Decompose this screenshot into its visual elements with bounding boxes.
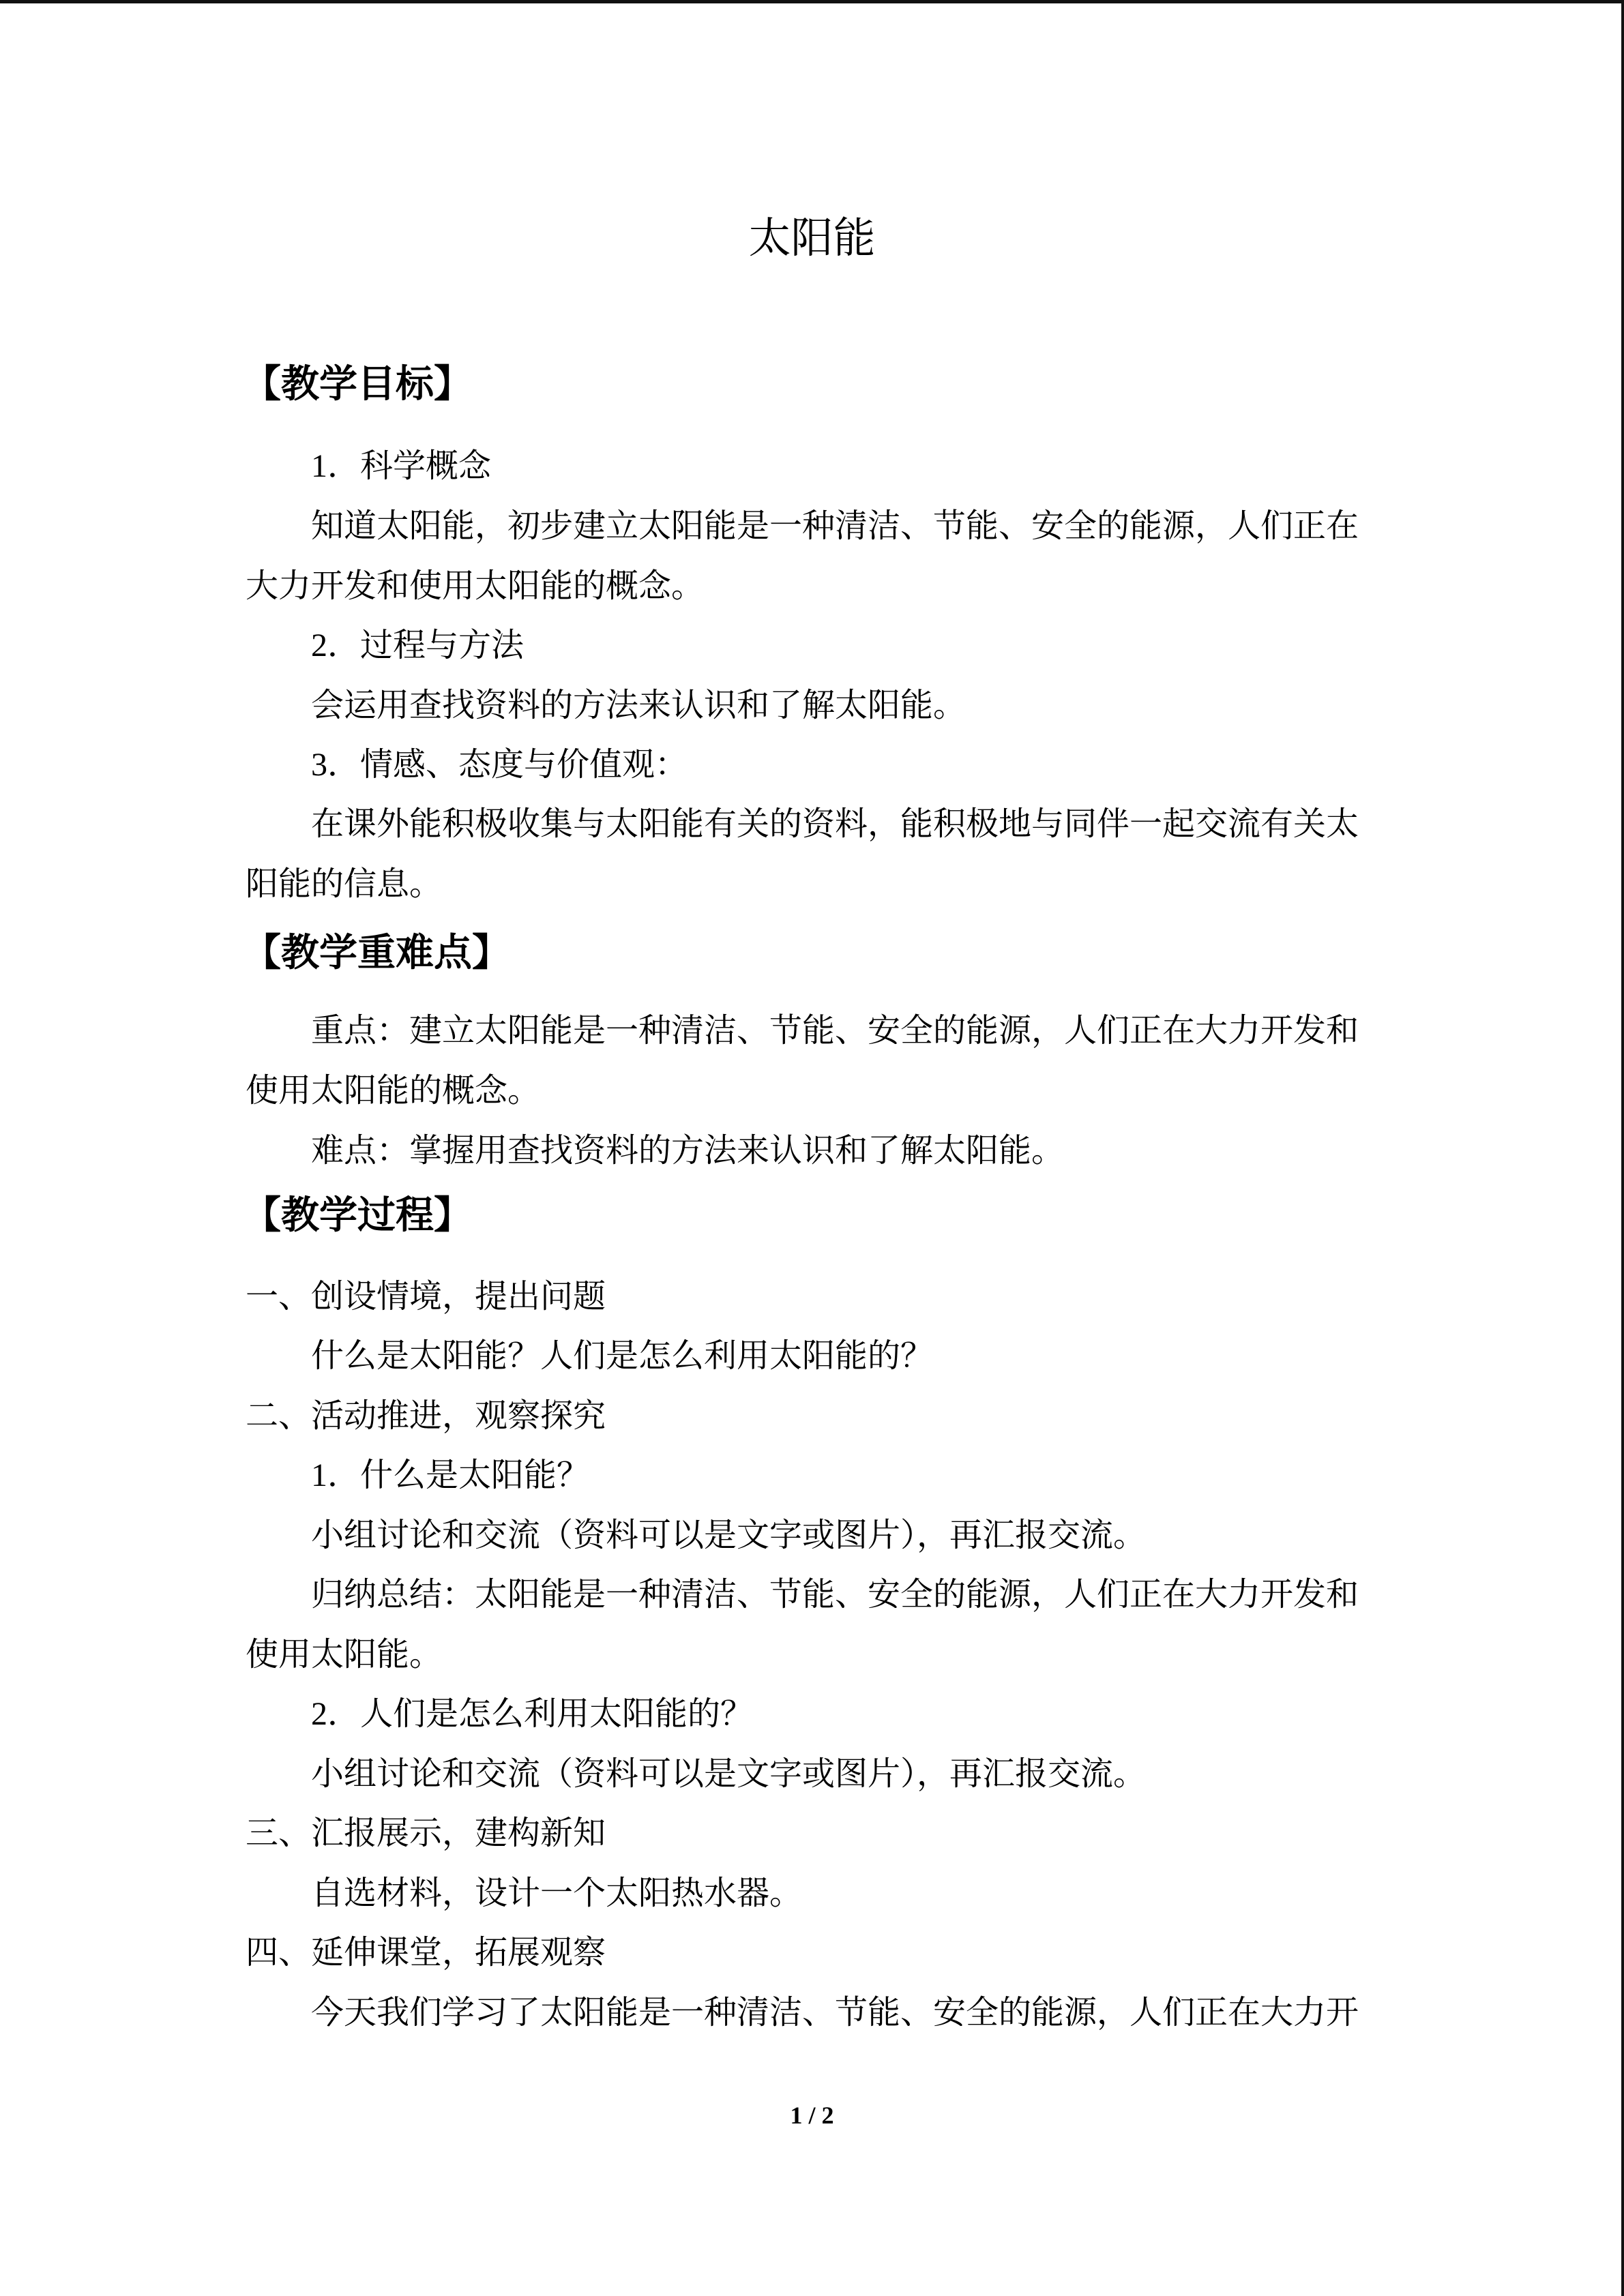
paragraph-line: 大力开发和使用太阳能的概念。 bbox=[246, 568, 705, 604]
objective-item-heading: 1．科学概念 bbox=[311, 448, 492, 484]
document-title: 太阳能 bbox=[748, 215, 876, 262]
paragraph-line: 难点：掌握用查找资料的方法来认识和了解太阳能。 bbox=[311, 1133, 1065, 1169]
paragraph-line: 使用太阳能。 bbox=[246, 1637, 443, 1673]
paragraph-line: 归纳总结：太阳能是一种清洁、节能、安全的能源，人们正在大力开发和 bbox=[311, 1577, 1359, 1613]
section-heading-teaching-process: 【教学过程】 bbox=[243, 1195, 472, 1237]
paragraph-line: 自选材料，设计一个太阳热水器。 bbox=[311, 1875, 803, 1911]
paragraph-line: 会运用查找资料的方法来认识和了解太阳能。 bbox=[311, 687, 966, 724]
paragraph-line: 阳能的信息。 bbox=[246, 866, 443, 902]
process-step-heading: 四、延伸课堂，拓展观察 bbox=[246, 1935, 606, 1971]
paragraph-line: 知道太阳能，初步建立太阳能是一种清洁、节能、安全的能源，人们正在 bbox=[311, 508, 1359, 544]
paragraph-line: 今天我们学习了太阳能是一种清洁、节能、安全的能源，人们正在大力开 bbox=[311, 1995, 1359, 2031]
page-number: 1 / 2 bbox=[790, 2102, 834, 2129]
paragraph-line: 小组讨论和交流（资料可以是文字或图片），再汇报交流。 bbox=[311, 1756, 1147, 1792]
paragraph-line: 小组讨论和交流（资料可以是文字或图片），再汇报交流。 bbox=[311, 1517, 1147, 1553]
paragraph-line: 使用太阳能的概念。 bbox=[246, 1073, 541, 1109]
section-heading-key-difficult-points: 【教学重难点】 bbox=[243, 932, 510, 974]
process-substep-heading: 2．人们是怎么利用太阳能的？ bbox=[311, 1696, 754, 1732]
objective-item-heading: 2．过程与方法 bbox=[311, 627, 525, 664]
objective-item-heading: 3．情感、态度与价值观： bbox=[311, 747, 688, 783]
process-substep-heading: 1．什么是太阳能？ bbox=[311, 1457, 590, 1493]
paragraph-line: 在课外能积极收集与太阳能有关的资料，能积极地与同伴一起交流有关太 bbox=[311, 806, 1359, 842]
section-heading-teaching-objectives: 【教学目标】 bbox=[243, 363, 472, 406]
process-step-heading: 三、汇报展示，建构新知 bbox=[246, 1815, 606, 1851]
process-step-heading: 一、创设情境，提出问题 bbox=[246, 1279, 606, 1315]
process-step-heading: 二、活动推进，观察探究 bbox=[246, 1398, 606, 1434]
paragraph-line: 什么是太阳能？人们是怎么利用太阳能的？ bbox=[311, 1338, 934, 1374]
paragraph-line: 重点：建立太阳能是一种清洁、节能、安全的能源，人们正在大力开发和 bbox=[311, 1013, 1359, 1049]
